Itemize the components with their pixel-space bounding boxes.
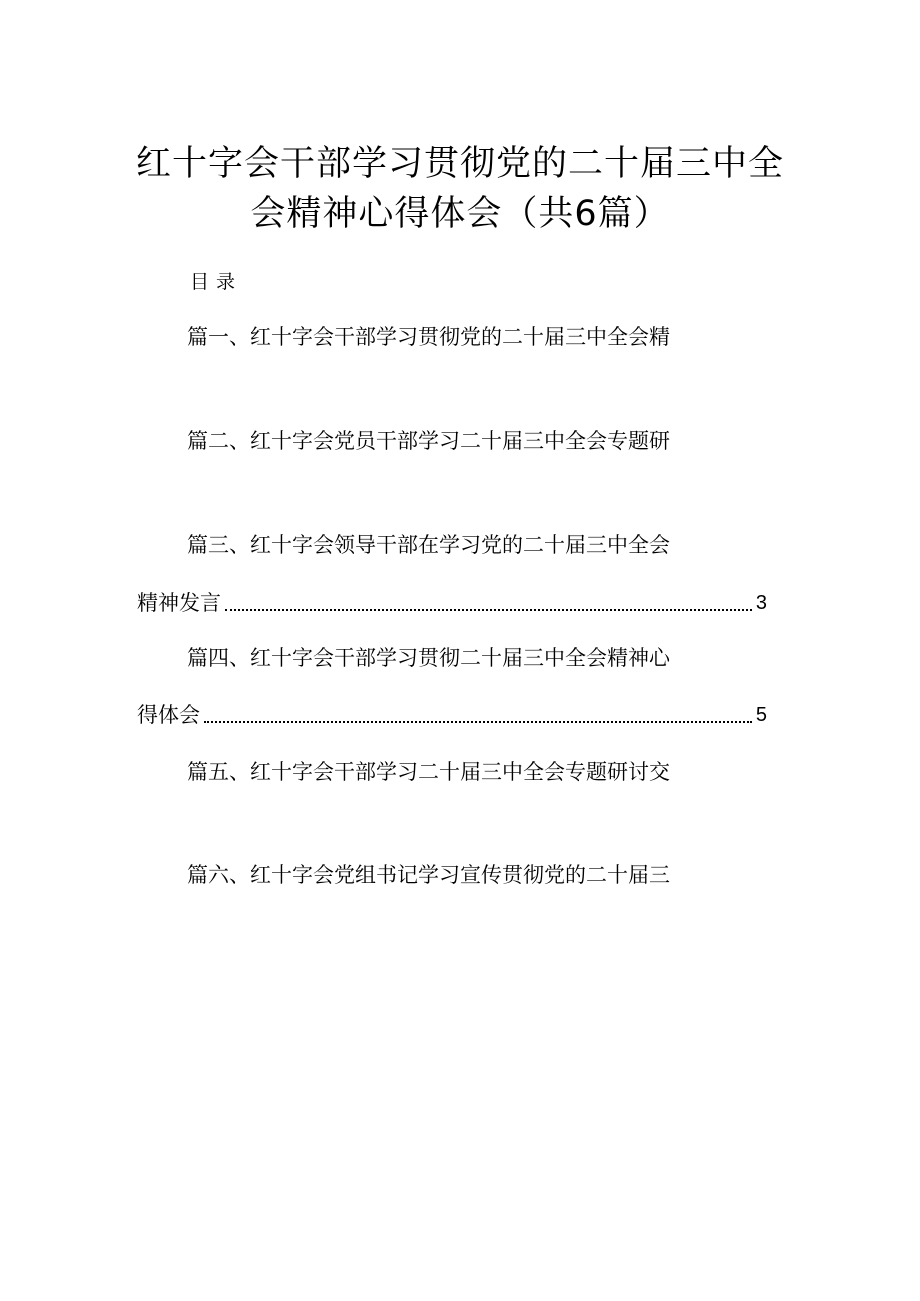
document-title-line-1: 红十字会干部学习贯彻党的二十届三中全 [135,144,784,184]
toc-entry-3-continuation[interactable] [137,588,767,618]
document-title-line-2: 会精神心得体会（共6篇） [250,194,670,234]
toc-entry-3-page-number: 3 [755,592,767,614]
toc-dot-leader [225,609,752,611]
toc-heading: 目录 [190,271,243,293]
toc-entry-4-cont-text: 得体会 [137,703,200,727]
toc-entry-3[interactable]: 篇三、红十字会领导干部在学习党的二十届三中全会 [187,533,670,557]
toc-entry-4-continuation[interactable] [137,700,767,730]
toc-entry-4[interactable]: 篇四、红十字会干部学习贯彻二十届三中全会精神心 [187,646,670,670]
toc-entry-3-cont-text: 精神发言 [137,591,221,615]
toc-dot-leader [204,721,752,723]
toc-entry-6[interactable]: 篇六、红十字会党组书记学习宣传贯彻党的二十届三 [187,863,670,887]
toc-entry-1[interactable]: 篇一、红十字会干部学习贯彻党的二十届三中全会精 [187,325,670,349]
toc-entry-4-page-number: 5 [755,704,767,726]
toc-entry-2[interactable]: 篇二、红十字会党员干部学习二十届三中全会专题研 [187,429,670,453]
toc-entry-5[interactable]: 篇五、红十字会干部学习二十届三中全会专题研讨交 [187,760,670,784]
